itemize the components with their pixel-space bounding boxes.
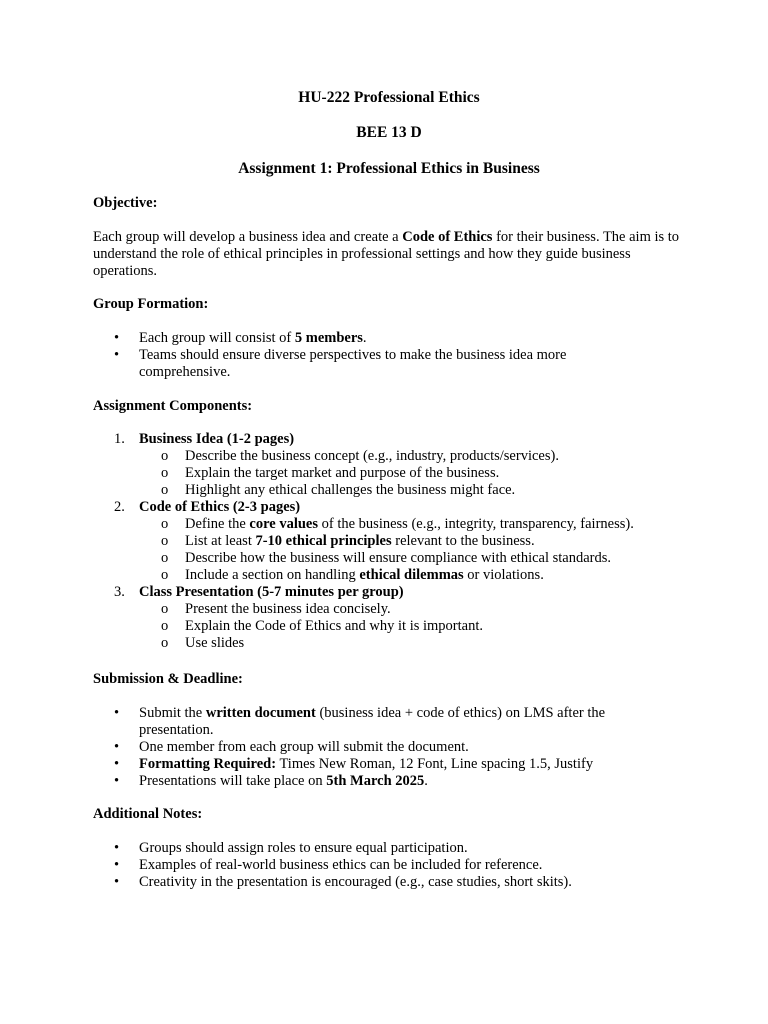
- notes-list: [0, 840, 619, 891]
- sub-item-text: Highlight any ethical challenges the business might face.: [185, 482, 516, 498]
- assignment-title: Assignment 1: Professional Ethics in Business: [238, 160, 540, 177]
- component-item: [0, 584, 634, 652]
- sub-item: [139, 601, 634, 618]
- components-heading: Assignment Components:: [93, 398, 253, 414]
- component-title: Code of Ethics (2-3 pages): [139, 499, 301, 515]
- bullet-icon: •: [114, 857, 120, 873]
- sub-list: [139, 601, 634, 652]
- item-number: 3.: [114, 584, 125, 600]
- list-item-text: Presentations will take place on: [139, 773, 327, 789]
- circle-bullet-icon: o: [161, 618, 169, 634]
- list-item-text: Submit the: [139, 705, 206, 721]
- sub-item-text: Explain the target market and purpose of the business.: [185, 465, 500, 481]
- list-item-lead-bold: Formatting Required:: [139, 756, 277, 772]
- sub-item-post: relevant to the business.: [391, 533, 535, 549]
- circle-bullet-icon: o: [161, 465, 169, 481]
- objective-heading: Objective:: [93, 195, 158, 211]
- submission-heading: Submission & Deadline:: [93, 671, 243, 687]
- list-item-text: Creativity in the presentation is encouraged (e.g., case studies, short skits).: [139, 874, 572, 890]
- sub-item: [139, 533, 634, 550]
- circle-bullet-icon: o: [161, 482, 169, 498]
- sub-item-text: Describe how the business will ensure compliance with ethical standards.: [185, 550, 612, 566]
- sub-item-text: Use slides: [185, 635, 245, 651]
- group-formation-list: [0, 330, 619, 381]
- list-item-post: (business idea + code of ethics) on LMS after the presentation.: [139, 705, 606, 738]
- sub-item-text: Describe the business concept (e.g., industry, products/services).: [185, 448, 559, 464]
- sub-item: [139, 618, 634, 635]
- list-item-bold: written document: [205, 705, 316, 721]
- course-title: HU-222 Professional Ethics: [298, 89, 480, 106]
- component-title: Business Idea (1-2 pages): [139, 431, 295, 447]
- sub-list: [139, 448, 634, 499]
- list-item: [0, 705, 619, 739]
- component-item: [0, 499, 634, 584]
- list-item-bold: 5th March 2025: [326, 773, 425, 789]
- list-item: [0, 857, 619, 874]
- circle-bullet-icon: o: [161, 567, 169, 583]
- sub-item-text: Present the business idea concisely.: [185, 601, 391, 617]
- sub-item: [139, 550, 634, 567]
- list-item-text: Each group will consist of: [139, 330, 295, 346]
- objective-text-bold: Code of Ethics: [402, 229, 493, 245]
- circle-bullet-icon: o: [161, 550, 169, 566]
- list-item-post: .: [424, 773, 428, 789]
- circle-bullet-icon: o: [161, 516, 169, 532]
- sub-list: [139, 516, 634, 584]
- sub-item: [139, 448, 634, 465]
- list-item: [0, 874, 619, 891]
- notes-heading: Additional Notes:: [93, 806, 203, 822]
- bullet-icon: •: [114, 330, 120, 346]
- list-item: [0, 773, 619, 790]
- sub-item: [139, 516, 634, 533]
- circle-bullet-icon: o: [161, 448, 169, 464]
- sub-item-post: or violations.: [463, 567, 544, 583]
- sub-item-text: List at least: [185, 533, 256, 549]
- list-item-post: .: [362, 330, 367, 346]
- submission-list: [0, 705, 619, 790]
- sub-item-text: Include a section on handling: [185, 567, 360, 583]
- bullet-icon: •: [114, 756, 120, 772]
- component-title: Class Presentation (5-7 minutes per group): [139, 584, 404, 600]
- bullet-icon: •: [114, 705, 120, 721]
- list-item-text: Teams should ensure diverse perspectives to make the business idea more comprehensive.: [139, 347, 567, 380]
- objective-paragraph: [93, 229, 683, 280]
- sub-item: [139, 465, 634, 482]
- objective-text-continued: for their business. The aim is to understand the role of ethical principles in professional settings and how they guide business operations.: [93, 229, 680, 279]
- list-item-bold: 5 members: [294, 330, 363, 346]
- bullet-icon: •: [114, 874, 120, 890]
- objective-text: Each group will develop a business idea and create a: [93, 229, 403, 245]
- list-item: [0, 739, 619, 756]
- group-formation-heading: Group Formation:: [93, 296, 209, 312]
- sub-item: [139, 482, 634, 499]
- bullet-icon: •: [114, 840, 120, 856]
- circle-bullet-icon: o: [161, 635, 169, 651]
- circle-bullet-icon: o: [161, 533, 169, 549]
- sub-item-text: Define the: [185, 516, 250, 532]
- item-number: 2.: [114, 499, 125, 515]
- list-item: [0, 756, 619, 773]
- sub-item-bold: core values: [249, 516, 319, 532]
- list-item-text: Times New Roman, 12 Font, Line spacing 1.5, Justify: [276, 756, 594, 772]
- list-item: [0, 347, 619, 381]
- sub-item: [139, 635, 634, 652]
- circle-bullet-icon: o: [161, 601, 169, 617]
- list-item-text: One member from each group will submit the document.: [139, 739, 469, 755]
- list-item-text: Examples of real-world business ethics can be included for reference.: [139, 857, 543, 873]
- sub-item: [139, 567, 634, 584]
- sub-item-text: Explain the Code of Ethics and why it is important.: [185, 618, 484, 634]
- list-item: [0, 330, 619, 347]
- components-list: [0, 431, 634, 652]
- bullet-icon: •: [114, 739, 120, 755]
- sub-item-bold: 7-10 ethical principles: [255, 533, 392, 549]
- sub-item-bold: ethical dilemmas: [359, 567, 464, 583]
- list-item-text: Groups should assign roles to ensure equal participation.: [139, 840, 468, 856]
- list-item: [0, 840, 619, 857]
- bullet-icon: •: [114, 347, 120, 363]
- bullet-icon: •: [114, 773, 120, 789]
- item-number: 1.: [114, 431, 125, 447]
- component-item: [0, 431, 634, 499]
- section-title: BEE 13 D: [356, 124, 422, 141]
- sub-item-post: of the business (e.g., integrity, transparency, fairness).: [318, 516, 634, 532]
